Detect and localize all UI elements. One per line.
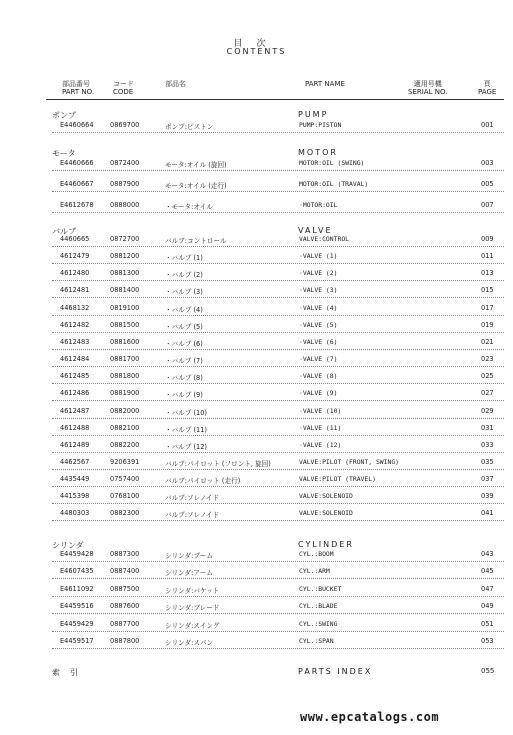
dotted-leader [52,418,504,419]
dotted-leader [52,315,504,316]
part-number: 4612486 [60,389,90,398]
page-number: 005 [481,180,494,188]
part-number: 4612482 [60,320,90,329]
part-name-en: CYL.:BOOM [299,550,334,558]
header-part-no-en: PART NO. [62,88,95,96]
part-name-en: PUMP:PISTON [299,121,342,129]
part-name-en: MOTOR:OIL (TRAVAL) [299,180,369,188]
part-name-ja: ・バルブ (3) [165,288,203,297]
code: 0887800 [110,637,140,645]
code: 0881600 [110,337,140,346]
header-page-ja: 頁 [483,80,491,88]
code: 0882000 [110,406,140,415]
code: 0882100 [110,423,140,432]
toc-row[interactable] [46,370,504,384]
code: 0881500 [110,320,140,329]
page-number: 021 [481,337,494,346]
part-name-ja: バルブ:ソレノイド [165,494,220,503]
dotted-leader [52,212,504,213]
code: 0872700 [110,235,140,243]
code: 0881400 [110,286,140,295]
page-number: 053 [481,637,494,645]
code: 0882300 [110,509,140,518]
toc-row[interactable] [46,336,504,350]
part-number: E4611092 [60,584,94,593]
part-name-ja: ・バルブ (7) [165,357,203,366]
part-name-en: ·VALVE (5) [299,320,338,329]
part-name-ja: ・バルブ (2) [165,271,203,280]
dotted-leader [52,246,504,247]
part-name-en: ·VALVE (8) [299,372,338,381]
part-number: E4459428 [60,550,94,558]
index-label-ja: 索引 [52,668,88,677]
part-name-ja: ・バルブ (5) [165,322,203,331]
code: 0757400 [110,475,140,484]
part-number: 4462567 [60,457,90,466]
toc-row[interactable] [46,583,504,597]
page-number: 051 [481,619,494,628]
part-number: 4612481 [60,286,90,295]
toc-row[interactable] [46,250,504,264]
code: 0881800 [110,372,140,381]
page-number: 011 [481,252,494,261]
toc-row[interactable] [46,405,504,419]
part-number: E4459517 [60,637,94,645]
part-number: 4612480 [60,269,90,278]
part-name-ja: ・バルブ (1) [165,254,203,263]
part-number: 4460665 [60,235,90,243]
part-name-en: ·VALVE (4) [299,303,338,312]
section-heading-en: CYLINDER [298,540,354,549]
code: 0887600 [110,602,140,611]
code: 0887400 [110,567,140,576]
page-number: 019 [481,320,494,329]
page-number: 023 [481,355,494,364]
header-serial-ja: 適用号機 [413,80,442,88]
toc-row[interactable] [46,233,504,247]
part-number: 4468132 [60,303,90,312]
toc-row[interactable] [46,157,504,171]
header-part-no [62,80,94,96]
part-name-en: ·VALVE (10) [299,406,342,415]
part-number: 4612488 [60,423,90,432]
part-name-en: CYL.:BLADE [299,602,338,611]
part-name-ja: ・バルブ (11) [165,425,208,434]
part-name-ja: ・バルブ (4) [165,305,203,314]
part-name-en: ·VALVE (3) [299,286,338,295]
part-number: E4612678 [60,201,94,209]
part-name-ja: ポンプ:ピストン [165,123,214,131]
part-name-en: ·MOTOR:OIL [299,201,338,209]
dotted-leader [52,520,504,521]
part-name-en: ·VALVE (6) [299,337,338,346]
toc-row[interactable] [46,302,504,316]
dotted-leader [52,280,504,281]
header-code-ja: コード [113,80,134,88]
part-number: E4459516 [60,602,94,611]
part-name-ja: バルブ:パイロット (走行) [165,477,241,486]
dotted-leader [52,191,504,192]
toc-row[interactable] [46,439,504,453]
dotted-leader [52,469,504,470]
header-name-ja: 部品名 [165,80,186,88]
page-number: 047 [481,584,494,593]
section-heading-ja: モータ [52,149,76,158]
dotted-leader [52,648,504,649]
code: 0882200 [110,440,140,449]
part-number: 4612485 [60,372,90,381]
section-heading-ja: シリンダ [52,541,84,550]
dotted-leader [52,132,504,133]
toc-row[interactable] [46,387,504,401]
part-name-en: VALVE:SOLENOID [299,492,353,501]
code: 0869700 [110,121,140,129]
part-name-en: VALVE:PILOT (FRONT, SWING) [299,457,400,466]
part-number: 4612487 [60,406,90,415]
header-name-en: PART NAME [305,80,345,88]
code: 0888000 [110,201,140,209]
dotted-leader [52,332,504,333]
part-number: 4480303 [60,509,90,518]
page-number: 001 [481,121,494,129]
part-name-ja: シリンダ:スイング [165,621,220,630]
toc-row[interactable] [46,199,504,213]
toc-row[interactable] [46,353,504,367]
code: 0887700 [110,619,140,628]
section-heading-en: PUMP [298,110,329,119]
toc-row[interactable] [46,618,504,632]
part-number: E4460664 [60,121,94,129]
header-divider [46,99,504,100]
code: 0887300 [110,550,140,558]
dotted-leader [52,596,504,597]
toc-row[interactable] [46,319,504,333]
part-name-ja: モータ:オイル (旋回) [165,161,227,169]
part-number: 4435449 [60,475,90,484]
toc-row[interactable] [46,473,504,487]
part-name-ja: ・バルブ (12) [165,442,208,451]
dotted-leader [52,349,504,350]
page-number: 031 [481,423,494,432]
footer-url-link[interactable]: www.epcatalogs.com [300,710,440,724]
code: 0881200 [110,252,140,261]
part-name-ja: モータ:オイル (走行) [165,182,227,190]
toc-row[interactable] [46,178,504,192]
title-en: CONTENTS [226,47,287,56]
page-number: 039 [481,492,494,501]
toc-row[interactable] [46,267,504,281]
dotted-leader [52,263,504,264]
part-name-en: CYL.:BUCKET [299,584,342,593]
dotted-leader [52,578,504,579]
part-name-en: VALVE:SOLENOID [299,509,353,518]
page-number: 009 [481,235,494,243]
page-number: 035 [481,457,494,466]
section-heading-en: MOTOR [298,148,338,157]
part-name-en: ·VALVE (12) [299,440,342,449]
section-heading-ja: ポンプ [52,111,76,120]
part-name-en: MOTOR:OIL (SWING) [299,159,365,167]
part-name-ja: ・バルブ (6) [165,339,203,348]
section-heading-ja: バルブ [52,227,76,236]
toc-row[interactable] [46,507,504,521]
part-name-en: VALVE:CONTROL [299,235,350,243]
page-number: 029 [481,406,494,415]
toc-row[interactable] [46,490,504,504]
part-name-en: CYL.:SWING [299,619,338,628]
part-number: 4612484 [60,355,90,364]
part-name-ja: バルブ:コントロール [165,237,227,245]
index-page-number: 055 [481,667,495,675]
part-name-ja: シリンダ:バケット [165,586,220,595]
part-name-ja: シリンダ:アーム [165,569,213,578]
dotted-leader [52,486,504,487]
code: 0819100 [110,303,140,312]
page-number: 025 [481,372,494,381]
part-name-ja: バルブ:パイロット (フロント, 旋回) [165,459,271,468]
part-name-en: CYL.:SPAN [299,637,334,645]
part-name-ja: シリンダ:ブレード [165,604,220,613]
part-number: 4612483 [60,337,90,346]
page-number: 041 [481,509,494,518]
section-heading-en: VALVE [298,226,333,235]
parts-index-link[interactable]: PARTS INDEX [298,667,373,676]
toc-row[interactable] [46,119,504,133]
toc-row[interactable] [46,548,504,562]
code: 0881700 [110,355,140,364]
header-page [478,80,496,96]
dotted-leader [52,170,504,171]
header-code [113,80,134,96]
part-name-en: ·VALVE (7) [299,355,338,364]
title-ja: 目次 [233,39,280,49]
code: 0881300 [110,269,140,278]
toc-row[interactable] [46,600,504,614]
code: 0768100 [110,492,140,501]
code: 0872400 [110,159,140,167]
part-name-ja: ・モータ:オイル [165,203,213,211]
part-name-ja: シリンダ:スパン [165,639,214,647]
dotted-leader [52,383,504,384]
part-name-ja: ・バルブ (8) [165,374,203,383]
dotted-leader [52,452,504,453]
part-name-en: ·VALVE (2) [299,269,338,278]
part-number: E4460666 [60,159,94,167]
part-number: 4415398 [60,492,90,501]
part-name-ja: シリンダ:ブーム [165,552,213,560]
page-number: 049 [481,602,494,611]
toc-row[interactable] [46,456,504,470]
part-name-en: ·VALVE (11) [299,423,342,432]
page-number: 015 [481,286,494,295]
code: 0887900 [110,180,140,188]
code: 0887500 [110,584,140,593]
page-number: 045 [481,567,494,576]
part-number: 4612489 [60,440,90,449]
page-number: 037 [481,475,494,484]
toc-row[interactable] [46,422,504,436]
part-name-en: VALVE:PILOT (TRAVEL) [299,475,376,484]
part-name-ja: バルブ:ソレノイド [165,511,220,520]
toc-row[interactable] [46,635,504,649]
part-name-ja: ・バルブ (9) [165,391,203,400]
toc-row[interactable] [46,565,504,579]
dotted-leader [52,613,504,614]
header-part-no-ja: 部品番号 [62,80,90,88]
part-number: E4607435 [60,567,94,576]
code: 9206391 [110,457,140,466]
header-page-en: PAGE [478,88,497,96]
page-number: 007 [481,201,494,209]
header-serial [408,80,447,96]
page-number: 003 [481,159,494,167]
part-name-en: CYL.:ARM [299,567,330,576]
dotted-leader [52,366,504,367]
part-number: E4460667 [60,180,94,188]
dotted-leader [52,435,504,436]
dotted-leader [52,400,504,401]
page-number: 017 [481,303,494,312]
header-serial-en: SERIAL NO. [408,88,448,96]
page-number: 033 [481,440,494,449]
part-number: E4459429 [60,619,94,628]
page-number: 043 [481,550,494,558]
page-number: 013 [481,269,494,278]
dotted-leader [52,297,504,298]
header-code-en: CODE [113,88,134,96]
dotted-leader [52,561,504,562]
part-number: 4612479 [60,252,90,261]
dotted-leader [52,503,504,504]
code: 0881900 [110,389,140,398]
part-name-en: ·VALVE (1) [299,252,338,261]
part-name-ja: ・バルブ (10) [165,408,208,417]
part-name-en: ·VALVE (9) [299,389,338,398]
dotted-leader [52,631,504,632]
page-number: 027 [481,389,494,398]
toc-row[interactable] [46,284,504,298]
